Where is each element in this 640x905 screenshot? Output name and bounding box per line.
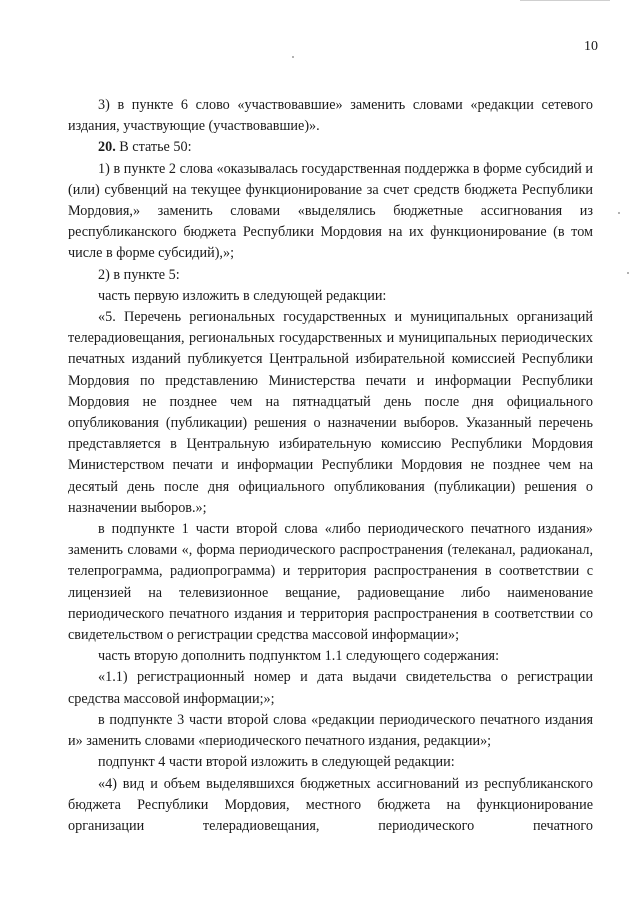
scan-edge-mark bbox=[520, 0, 610, 4]
scan-speck bbox=[627, 272, 629, 274]
article-20-heading bbox=[68, 137, 593, 158]
document-body bbox=[68, 95, 593, 837]
paragraph-subpoint-1-replacement: в подпункте 1 части второй слова «либо периодического печатного издания» заменить словами «, форма периодического распространения (телеканал, радиоканал, телепрограмма, радиопрограмма) и территория распространения в соответствии с лицензией на телевизионное вещание, радиовещание либо наименование периодического печатного издания и территория распространения в соответствии со свидетельством о регистрации средства массовой информации»; bbox=[68, 521, 593, 644]
paragraph-point-5-new-text: «5. Перечень региональных государственных и муниципальных организаций телерадиовещания, региональных государственных и муниципальных периодических печатных изданий публикуется Центральной избирательной комиссией Республики Мордовия по представлению Министерства печати и информации Республики Мордовия не позднее чем на пятнадцатый день после дня официального опубликования (публикации) решения о назначении выборов. Указанный перечень представляется в Центральную избирательную комиссию Республики Мордовия Министерством печати и информации Республики Мордовия не позднее чем на десятый день после дня официального опубликования (публикации) решения о назначении выборов.»; bbox=[68, 309, 593, 516]
scan-speck bbox=[618, 212, 620, 214]
paragraph-subpoint-1-1-text: «1.1) регистрационный номер и дата выдачи свидетельства о регистрации средства массовой информации;»; bbox=[68, 669, 593, 707]
article-number: 20. bbox=[98, 139, 116, 156]
page-number: 10 bbox=[584, 39, 598, 54]
paragraph-subpoint-4-wording: подпункт 4 части второй изложить в следующей редакции: bbox=[98, 754, 455, 771]
article-heading-text: В статье 50: bbox=[115, 139, 192, 156]
paragraph-subpoint-4-text: «4) вид и объем выделявшихся бюджетных ассигнований из республиканского бюджета Республики Мордовия, местного бюджета на функционирование организации телерадиовещания, периодического печатного bbox=[68, 775, 593, 834]
paragraph-item-1-point-2: 1) в пункте 2 слова «оказывалась государственная поддержка в форме субсидий и (или) субвенций на текущее функционирование за счет средств бюджета Республики Мордовия,» заменить словами «выделялись бюджетные ассигнования из республиканского бюджета Республики Мордовия на их функционирование (в том числе в форме субсидий),»; bbox=[68, 160, 593, 262]
scan-speck bbox=[292, 56, 294, 58]
paragraph-add-subpoint-1-1: часть вторую дополнить подпунктом 1.1 следующего содержания: bbox=[98, 648, 500, 665]
paragraph-part-one-wording: часть первую изложить в следующей редакции: bbox=[98, 287, 387, 304]
paragraph-subpoint-3-replacement: в подпункте 3 части второй слова «редакции периодического печатного издания и» заменить словами «периодического печатного издания, редакции»; bbox=[68, 711, 593, 750]
paragraph-item-2-point-5: 2) в пункте 5: bbox=[98, 266, 180, 283]
paragraph-item-3-point-6: 3) в пункте 6 слово «участвовавшие» заменить словами «редакции сетевого издания, участвующие (участвовавшие)». bbox=[68, 97, 593, 135]
